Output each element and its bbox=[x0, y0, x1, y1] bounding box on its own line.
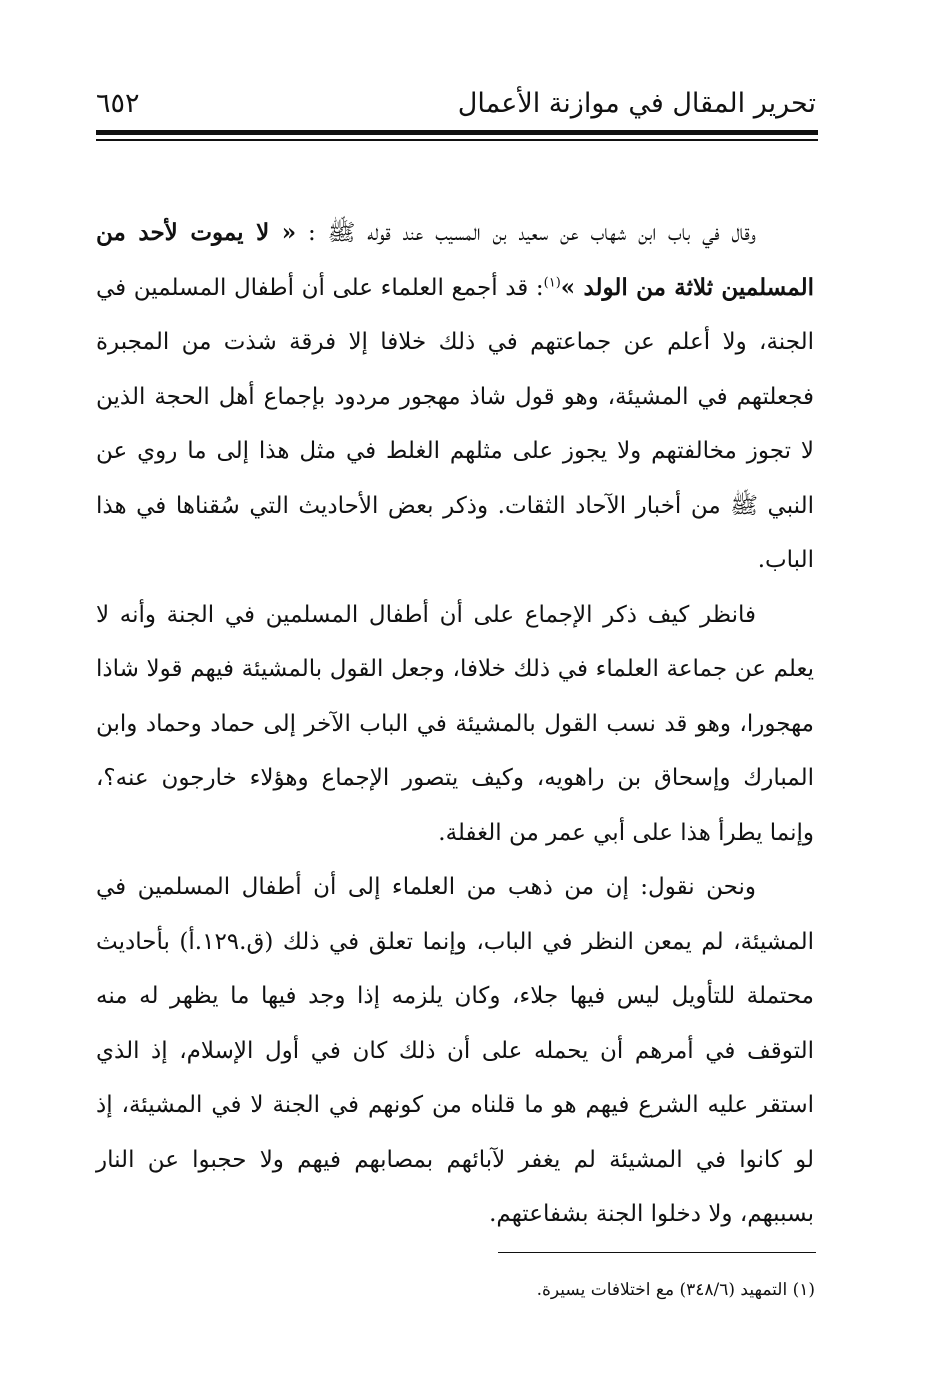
paragraph-1 bbox=[96, 206, 814, 588]
main-text bbox=[96, 206, 814, 1242]
header-rule-thick bbox=[96, 130, 818, 135]
footnote-reference[interactable]: (١) bbox=[543, 274, 561, 290]
paragraph-2: فانظر كيف ذكر الإجماع على أن أطفال المسلمين في الجنة وأنه لا يعلم عن جماعة العلماء في ذلك خلافا، وجعل القول بالمشيئة فيهم قولا شاذا مهجورا، وهو قد نسب القول بالمشيئة في الباب الآخر إلى حماد وحماد وابن المبارك وإسحاق بن راهويه، وكيف يتصور الإجماع وهؤلاء خارجون عنه؟، وإنما يطرأ هذا على أبي عمر من الغفلة. bbox=[96, 601, 814, 846]
paragraph-3: ونحن نقول: إن من ذهب من العلماء إلى أن أطفال المسلمين في المشيئة، لم يمعن النظر في الباب، وإنما تعلق في ذلك (ق.١٢٩.أ) بأحاديث محتملة للتأويل ليس فيها جلاء، وكان يلزمه إذا وجد فيها ما يظهر له منه التوقف في أمرهم أن يحمله على أن ذلك كان في أول الإسلام، إذ الذي استقر عليه الشرع فيهم هو ما قلناه من كونهم في الجنة لا في المشيئة، إذ لو كانوا في المشيئة لم يغفر لآبائهم بمصابهم فيهم ولا حجبوا عن النار بسببهم، ولا دخلوا الجنة بشفاعتهم. bbox=[96, 874, 814, 1227]
running-title: تحرير المقال في موازنة الأعمال bbox=[457, 88, 816, 119]
running-header bbox=[96, 86, 816, 126]
footnote-separator bbox=[498, 1252, 816, 1253]
hadith-quote: « لا يموت لأحد من المسلمين ثلاثة من الولد » bbox=[96, 219, 814, 301]
header-rule-thin bbox=[96, 139, 818, 141]
footnote-1: (١) التمهيد (٣٤٨/٦) مع اختلافات يسيرة. bbox=[536, 1280, 815, 1300]
paragraph-1-lead: وقال في باب ابن شهاب عن سعيد بن المسيب عند قوله ﷺ : bbox=[308, 220, 757, 246]
paragraph-1-rest: : قد أجمع العلماء على أن أطفال المسلمين في الجنة، ولا أعلم عن جماعتهم في ذلك خلافا إلا فرقة شذت من المجبرة فجعلتهم في المشيئة، وهو قول شاذ مهجور مردود بإجماع أهل الحجة الذين لا تجوز مخالفتهم ولا يجوز على مثلهم الغلط في مثل هذا إلى ما روي عن النبي ﷺ من أخبار الآحاد الثقات. وذكر بعض الأحاديث التي سُقناها في هذا الباب. bbox=[96, 274, 814, 573]
page-number: ٦٥٢ bbox=[96, 88, 140, 119]
